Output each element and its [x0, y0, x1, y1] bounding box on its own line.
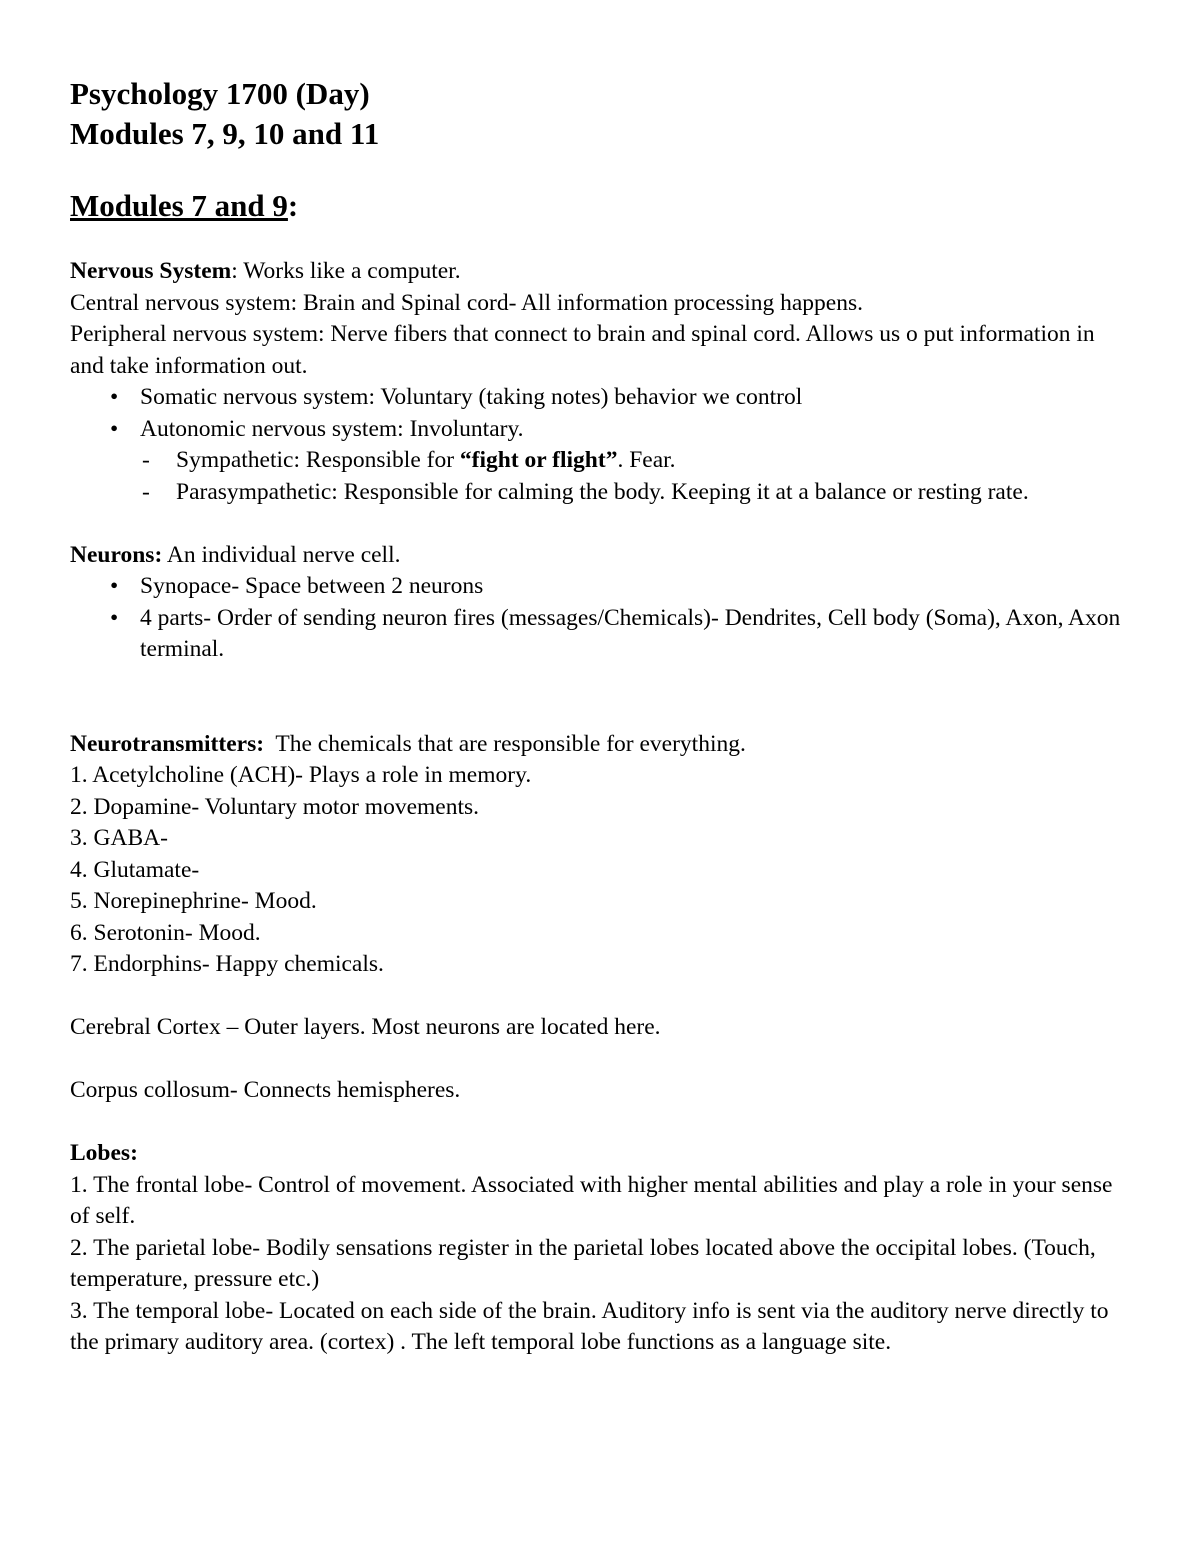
- section-heading-colon: :: [287, 188, 299, 223]
- document-title: [70, 74, 1130, 154]
- list-item: 2. Dopamine- Voluntary motor movements.: [70, 793, 480, 820]
- list-item: [70, 603, 1130, 666]
- sub-item-text: Sympathetic: Responsible for: [176, 447, 460, 473]
- bullet-icon: •: [110, 384, 119, 410]
- nervous-system-definition: : Works like a computer.: [231, 258, 461, 284]
- list-item: [70, 477, 1130, 509]
- title-line-2: Modules 7, 9, 10 and 11: [70, 116, 380, 151]
- list-item: 7. Endorphins- Happy chemicals.: [70, 951, 384, 977]
- neurotransmitters-term: Neurotransmitters:: [70, 730, 265, 757]
- cns-line: Central nervous system: Brain and Spinal cord- All information processing happens.: [70, 289, 863, 316]
- corpus-collosum-line: Corpus collosum- Connects hemispheres.: [70, 1077, 461, 1103]
- neurons-bullets: [70, 571, 1130, 666]
- bullet-text: 4 parts- Order of sending neuron fires (messages/Chemicals)- Dendrites, Cell body (Soma), Axon, Axon terminal.: [140, 604, 1121, 662]
- lobes-term: Lobes:: [70, 1140, 138, 1166]
- bullet-icon: •: [110, 573, 119, 599]
- neurons-definition: An individual nerve cell.: [162, 541, 401, 568]
- list-item: 5. Norepinephrine- Mood.: [70, 888, 317, 914]
- title-line-1: Psychology 1700 (Day): [70, 76, 370, 111]
- autonomic-sub-list: [70, 445, 1130, 508]
- neurotransmitters-definition: The chemicals that are responsible for everything.: [264, 730, 746, 757]
- list-item: 1. Acetylcholine (ACH)- Plays a role in memory.: [70, 762, 532, 788]
- list-item: 1. The frontal lobe- Control of movement. Associated with higher mental abilities and play a role in your sense of self.: [70, 1171, 1113, 1229]
- list-item: [70, 414, 1130, 446]
- cerebral-cortex-line: Cerebral Cortex – Outer layers. Most neurons are located here.: [70, 1014, 661, 1040]
- list-item: 4. Glutamate-: [70, 856, 200, 883]
- list-item: 6. Serotonin- Mood.: [70, 919, 261, 946]
- sub-item-bold: “fight or flight”: [459, 447, 618, 473]
- neurons-paragraph: [70, 540, 1130, 572]
- dash-icon: -: [142, 478, 150, 505]
- bullet-icon: •: [110, 415, 119, 442]
- bullet-icon: •: [110, 604, 119, 631]
- pns-line: Peripheral nervous system: Nerve fibers that connect to brain and spinal cord. Allows us o put information in and take information out.: [70, 321, 1095, 379]
- list-item: [70, 382, 1130, 414]
- bullet-text: Synopace- Space between 2 neurons: [140, 573, 484, 599]
- bullet-text: Somatic nervous system: Voluntary (taking notes) behavior we control: [140, 384, 803, 410]
- list-item: [70, 571, 1130, 603]
- sub-item-text: Parasympathetic: Responsible for calming the body. Keeping it at a balance or resting rate.: [176, 478, 1029, 505]
- section-heading-text: Modules 7 and 9: [70, 188, 288, 223]
- list-item: [70, 445, 1130, 477]
- nervous-system-term: Nervous System: [70, 258, 232, 284]
- list-item: 3. The temporal lobe- Located on each side of the brain. Auditory info is sent via the auditory nerve directly to the primary auditory area. (cortex) . The left temporal lobe functions as a language site.: [70, 1297, 1109, 1355]
- nervous-system-paragraph: [70, 256, 1130, 288]
- nervous-system-bullets: [70, 382, 1130, 445]
- section-heading: [70, 186, 1130, 226]
- dash-icon: -: [142, 447, 150, 473]
- document-page: [70, 74, 1130, 1359]
- list-item: 3. GABA-: [70, 825, 168, 851]
- neurotransmitters-paragraph: [70, 729, 1130, 761]
- neurons-term: Neurons:: [70, 541, 163, 568]
- list-item: 2. The parietal lobe- Bodily sensations register in the parietal lobes located above the occipital lobes. (Touch, temperature, pressure etc.): [70, 1234, 1096, 1292]
- sub-item-text: . Fear.: [617, 447, 676, 473]
- bullet-text: Autonomic nervous system: Involuntary.: [140, 415, 524, 442]
